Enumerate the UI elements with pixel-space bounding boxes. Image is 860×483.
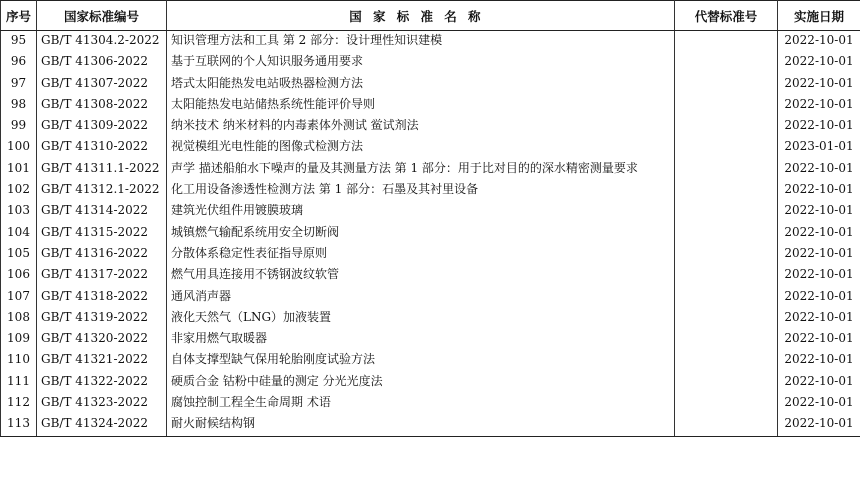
row-replace <box>675 244 778 265</box>
row-seq: 113 <box>1 414 37 436</box>
header-seq: 序号 <box>1 1 37 31</box>
header-name: 国家标准名称 <box>167 1 675 31</box>
table-row <box>1 116 860 137</box>
row-replace <box>675 329 778 350</box>
row-seq: 100 <box>1 137 37 158</box>
row-name: 腐蚀控制工程全生命周期 术语 <box>167 393 675 414</box>
table-row <box>1 308 860 329</box>
row-name: 城镇燃气输配系统用安全切断阀 <box>167 223 675 244</box>
row-seq: 103 <box>1 201 37 222</box>
table-row <box>1 159 860 180</box>
row-seq: 104 <box>1 223 37 244</box>
table-row <box>1 393 860 414</box>
row-seq: 98 <box>1 95 37 116</box>
row-code: GB/T 41320-2022 <box>37 329 167 350</box>
row-seq: 105 <box>1 244 37 265</box>
row-replace <box>675 265 778 286</box>
row-replace <box>675 287 778 308</box>
table-row <box>1 31 860 53</box>
row-date: 2022-10-01 <box>778 95 860 116</box>
row-name: 燃气用具连接用不锈钢波纹软管 <box>167 265 675 286</box>
row-name: 基于互联网的个人知识服务通用要求 <box>167 52 675 73</box>
row-date: 2022-10-01 <box>778 74 860 95</box>
row-name: 耐火耐候结构钢 <box>167 414 675 436</box>
table-row <box>1 372 860 393</box>
row-code: GB/T 41324-2022 <box>37 414 167 436</box>
table-row <box>1 329 860 350</box>
row-name: 声学 描述船舶水下噪声的量及其测量方法 第 1 部分：用于比对目的的深水精密测量要求 <box>167 159 675 180</box>
row-code: GB/T 41309-2022 <box>37 116 167 137</box>
table-row <box>1 287 860 308</box>
row-replace <box>675 180 778 201</box>
row-replace <box>675 308 778 329</box>
row-name: 视觉模组光电性能的图像式检测方法 <box>167 137 675 158</box>
table-row <box>1 350 860 371</box>
row-date: 2023-01-01 <box>778 137 860 158</box>
row-code: GB/T 41323-2022 <box>37 393 167 414</box>
row-code: GB/T 41308-2022 <box>37 95 167 116</box>
row-date: 2022-10-01 <box>778 414 860 436</box>
row-name: 通风消声器 <box>167 287 675 308</box>
row-date: 2022-10-01 <box>778 372 860 393</box>
row-replace <box>675 372 778 393</box>
row-name: 液化天然气（LNG）加液装置 <box>167 308 675 329</box>
row-seq: 95 <box>1 31 37 53</box>
row-date: 2022-10-01 <box>778 159 860 180</box>
row-code: GB/T 41318-2022 <box>37 287 167 308</box>
table-row <box>1 265 860 286</box>
row-replace <box>675 159 778 180</box>
row-date: 2022-10-01 <box>778 393 860 414</box>
row-name: 纳米技术 纳米材料的内毒素体外测试 鲎试剂法 <box>167 116 675 137</box>
row-code: GB/T 41319-2022 <box>37 308 167 329</box>
table-row <box>1 244 860 265</box>
row-date: 2022-10-01 <box>778 31 860 53</box>
table-row <box>1 223 860 244</box>
row-name: 非家用燃气取暖器 <box>167 329 675 350</box>
row-seq: 108 <box>1 308 37 329</box>
row-seq: 96 <box>1 52 37 73</box>
table-row <box>1 201 860 222</box>
row-name: 自体支撑型缺气保用轮胎刚度试验方法 <box>167 350 675 371</box>
row-date: 2022-10-01 <box>778 244 860 265</box>
row-code: GB/T 41317-2022 <box>37 265 167 286</box>
row-code: GB/T 41316-2022 <box>37 244 167 265</box>
row-replace <box>675 350 778 371</box>
row-name: 建筑光伏组件用镀膜玻璃 <box>167 201 675 222</box>
row-name: 太阳能热发电站储热系统性能评价导则 <box>167 95 675 116</box>
row-code: GB/T 41311.1-2022 <box>37 159 167 180</box>
row-date: 2022-10-01 <box>778 265 860 286</box>
row-replace <box>675 116 778 137</box>
row-code: GB/T 41304.2-2022 <box>37 31 167 53</box>
row-code: GB/T 41315-2022 <box>37 223 167 244</box>
header-replace: 代替标准号 <box>675 1 778 31</box>
header-code: 国家标准编号 <box>37 1 167 31</box>
row-code: GB/T 41314-2022 <box>37 201 167 222</box>
row-replace <box>675 31 778 53</box>
row-seq: 107 <box>1 287 37 308</box>
row-date: 2022-10-01 <box>778 223 860 244</box>
row-date: 2022-10-01 <box>778 308 860 329</box>
row-replace <box>675 52 778 73</box>
row-seq: 102 <box>1 180 37 201</box>
row-date: 2022-10-01 <box>778 52 860 73</box>
table-row <box>1 74 860 95</box>
row-replace <box>675 201 778 222</box>
row-replace <box>675 137 778 158</box>
row-code: GB/T 41322-2022 <box>37 372 167 393</box>
table-row <box>1 52 860 73</box>
row-seq: 97 <box>1 74 37 95</box>
table-row <box>1 95 860 116</box>
table-row <box>1 414 860 436</box>
table-body <box>1 31 860 437</box>
row-name: 知识管理方法和工具 第 2 部分：设计理性知识建模 <box>167 31 675 53</box>
row-code: GB/T 41307-2022 <box>37 74 167 95</box>
row-seq: 110 <box>1 350 37 371</box>
row-code: GB/T 41312.1-2022 <box>37 180 167 201</box>
row-date: 2022-10-01 <box>778 180 860 201</box>
row-code: GB/T 41310-2022 <box>37 137 167 158</box>
row-seq: 106 <box>1 265 37 286</box>
row-seq: 112 <box>1 393 37 414</box>
row-name: 塔式太阳能热发电站吸热器检测方法 <box>167 74 675 95</box>
row-replace <box>675 414 778 436</box>
row-replace <box>675 95 778 116</box>
row-date: 2022-10-01 <box>778 350 860 371</box>
row-date: 2022-10-01 <box>778 201 860 222</box>
row-seq: 109 <box>1 329 37 350</box>
row-replace <box>675 223 778 244</box>
row-code: GB/T 41306-2022 <box>37 52 167 73</box>
row-name: 化工用设备渗透性检测方法 第 1 部分：石墨及其衬里设备 <box>167 180 675 201</box>
row-date: 2022-10-01 <box>778 116 860 137</box>
row-seq: 99 <box>1 116 37 137</box>
row-replace <box>675 74 778 95</box>
row-date: 2022-10-01 <box>778 287 860 308</box>
row-date: 2022-10-01 <box>778 329 860 350</box>
row-seq: 101 <box>1 159 37 180</box>
row-name: 分散体系稳定性表征指导原则 <box>167 244 675 265</box>
row-code: GB/T 41321-2022 <box>37 350 167 371</box>
row-name: 硬质合金 钴粉中硅量的测定 分光光度法 <box>167 372 675 393</box>
table-header-row <box>1 1 860 31</box>
header-date: 实施日期 <box>778 1 860 31</box>
row-seq: 111 <box>1 372 37 393</box>
table-row <box>1 137 860 158</box>
table-row <box>1 180 860 201</box>
row-replace <box>675 393 778 414</box>
